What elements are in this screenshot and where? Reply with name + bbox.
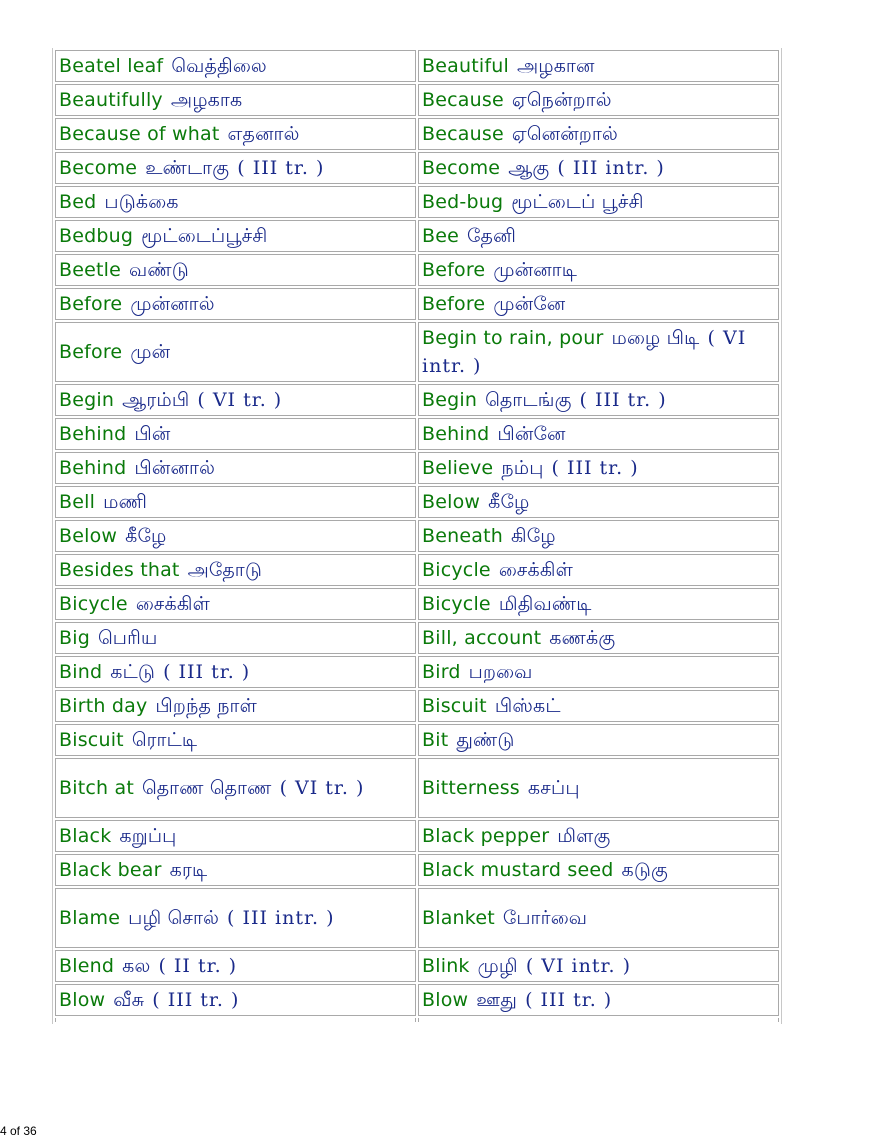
tamil-translation: பழி சொல் bbox=[128, 907, 220, 929]
dictionary-entry bbox=[55, 486, 416, 518]
english-word: Beautifully bbox=[59, 89, 163, 111]
dictionary-entry bbox=[418, 656, 779, 688]
dictionary-entry bbox=[418, 984, 779, 1016]
dictionary-entry bbox=[55, 254, 416, 286]
tamil-translation: கறுப்பு bbox=[119, 825, 177, 847]
table-row bbox=[55, 588, 779, 620]
dictionary-table bbox=[52, 48, 782, 1024]
dictionary-entry bbox=[55, 554, 416, 586]
table-row bbox=[55, 288, 779, 320]
tamil-translation: கணக்கு bbox=[549, 627, 616, 649]
dictionary-entry bbox=[418, 888, 779, 948]
tamil-translation: பின் bbox=[134, 423, 171, 445]
dictionary-entry bbox=[418, 220, 779, 252]
dictionary-entry bbox=[418, 690, 779, 722]
dictionary-entry bbox=[418, 322, 779, 382]
dictionary-entry bbox=[55, 288, 416, 320]
english-word: Black pepper bbox=[422, 825, 550, 847]
english-word: Blend bbox=[59, 955, 115, 977]
english-word: Beautiful bbox=[422, 55, 509, 77]
tamil-translation: மணி bbox=[103, 491, 148, 513]
dictionary-entry bbox=[55, 690, 416, 722]
dictionary-entry bbox=[418, 84, 779, 116]
english-word: Begin to rain, pour bbox=[422, 327, 604, 349]
dictionary-entry bbox=[55, 820, 416, 852]
english-word: Bill, account bbox=[422, 627, 542, 649]
dictionary-entry bbox=[418, 152, 779, 184]
tamil-translation: வீசு bbox=[113, 989, 145, 1011]
tamil-translation: கிழே bbox=[511, 525, 556, 547]
grammar-note: ( VI intr. ) bbox=[422, 327, 747, 377]
tamil-translation: கீழே bbox=[125, 525, 167, 547]
tamil-translation: நம்பு bbox=[501, 457, 544, 479]
english-word: Because bbox=[422, 123, 504, 145]
dictionary-entry bbox=[418, 118, 779, 150]
grammar-note: ( III tr. ) bbox=[163, 661, 251, 683]
grammar-note: ( III intr. ) bbox=[227, 907, 335, 929]
table-row bbox=[55, 622, 779, 654]
english-word: Bedbug bbox=[59, 225, 134, 247]
english-word: Bitterness bbox=[422, 777, 520, 799]
dictionary-entry bbox=[55, 152, 416, 184]
dictionary-entry bbox=[55, 452, 416, 484]
english-word: Behind bbox=[59, 457, 127, 479]
english-word: Because of what bbox=[59, 123, 220, 145]
dictionary-entry bbox=[55, 854, 416, 886]
english-word: Besides that bbox=[59, 559, 180, 581]
english-word: Bit bbox=[422, 729, 449, 751]
english-word: Become bbox=[422, 157, 501, 179]
dictionary-entry bbox=[418, 418, 779, 450]
dictionary-entry bbox=[55, 622, 416, 654]
tamil-translation: ஆகு bbox=[508, 157, 550, 179]
english-word: Behind bbox=[59, 423, 127, 445]
dictionary-entry bbox=[418, 554, 779, 586]
tamil-translation: போர்வை bbox=[502, 907, 588, 929]
english-word: Black mustard seed bbox=[422, 859, 614, 881]
tamil-translation: அழகான bbox=[516, 55, 595, 77]
dictionary-entry bbox=[418, 950, 779, 982]
tamil-translation: வெத்திலை bbox=[171, 55, 267, 77]
english-word: Bed bbox=[59, 191, 97, 213]
tamil-translation: ரொட்டி bbox=[131, 729, 198, 751]
table-row bbox=[55, 758, 779, 818]
table-row bbox=[55, 322, 779, 382]
tamil-translation: மழை பிடி bbox=[611, 327, 700, 349]
grammar-note: ( III tr. ) bbox=[551, 457, 639, 479]
grammar-note: ( VI intr. ) bbox=[525, 955, 631, 977]
table-row bbox=[55, 520, 779, 552]
table-row bbox=[55, 50, 779, 82]
dictionary-entry bbox=[418, 588, 779, 620]
table-row bbox=[55, 888, 779, 948]
english-word: Bicycle bbox=[422, 593, 491, 615]
english-word: Before bbox=[422, 293, 486, 315]
english-word: Biscuit bbox=[59, 729, 124, 751]
dictionary-entry-partial bbox=[55, 1018, 416, 1022]
tamil-translation: கடுகு bbox=[621, 859, 669, 881]
english-word: Bed-bug bbox=[422, 191, 504, 213]
tamil-translation: முழி bbox=[477, 955, 518, 977]
grammar-note: ( III tr. ) bbox=[525, 989, 613, 1011]
tamil-translation: அழகாக bbox=[170, 89, 243, 111]
english-word: Big bbox=[59, 627, 90, 649]
english-word: Blame bbox=[59, 907, 121, 929]
grammar-note: ( III tr. ) bbox=[237, 157, 325, 179]
grammar-note: ( VI tr. ) bbox=[279, 777, 365, 799]
dictionary-entry bbox=[418, 854, 779, 886]
tamil-translation: முன்னே bbox=[493, 293, 566, 315]
english-word: Begin bbox=[422, 389, 478, 411]
english-word: Before bbox=[59, 293, 123, 315]
english-word: Bicycle bbox=[59, 593, 128, 615]
dictionary-entry bbox=[418, 50, 779, 82]
english-word: Bell bbox=[59, 491, 96, 513]
dictionary-entry bbox=[418, 622, 779, 654]
tamil-translation: அதோடு bbox=[187, 559, 263, 581]
tamil-translation: ஏனென்றால் bbox=[511, 123, 618, 145]
dictionary-entry bbox=[418, 254, 779, 286]
dictionary-entry bbox=[418, 486, 779, 518]
table-row-partial bbox=[55, 1018, 779, 1022]
tamil-translation: எதனால் bbox=[227, 123, 300, 145]
table-row bbox=[55, 220, 779, 252]
table-row bbox=[55, 950, 779, 982]
dictionary-entry bbox=[418, 288, 779, 320]
english-word: Believe bbox=[422, 457, 494, 479]
tamil-translation: கசப்பு bbox=[527, 777, 580, 799]
dictionary-entry bbox=[418, 520, 779, 552]
tamil-translation: சைக்கிள் bbox=[135, 593, 210, 615]
dictionary-entry-partial bbox=[418, 1018, 779, 1022]
english-word: Blink bbox=[422, 955, 470, 977]
tamil-translation: பின்னே bbox=[497, 423, 566, 445]
table-row bbox=[55, 418, 779, 450]
english-word: Beneath bbox=[422, 525, 503, 547]
english-word: Before bbox=[422, 259, 486, 281]
dictionary-entry bbox=[418, 820, 779, 852]
tamil-translation: உண்டாகு bbox=[145, 157, 230, 179]
table-row bbox=[55, 152, 779, 184]
page-number: 4 of 36 bbox=[0, 1124, 37, 1138]
tamil-translation: சைக்கிள் bbox=[498, 559, 573, 581]
dictionary-entry bbox=[418, 758, 779, 818]
tamil-translation: ஏநென்றால் bbox=[511, 89, 612, 111]
dictionary-entry bbox=[55, 418, 416, 450]
tamil-translation: கல bbox=[122, 955, 151, 977]
table-row bbox=[55, 984, 779, 1016]
english-word: Because bbox=[422, 89, 504, 111]
english-word: Behind bbox=[422, 423, 490, 445]
tamil-translation: துண்டு bbox=[456, 729, 515, 751]
english-word: Below bbox=[422, 491, 481, 513]
tamil-translation: கரடி bbox=[169, 859, 208, 881]
dictionary-entry bbox=[55, 520, 416, 552]
dictionary-entry bbox=[418, 452, 779, 484]
english-word: Become bbox=[59, 157, 138, 179]
tamil-translation: தொடங்கு bbox=[485, 389, 572, 411]
english-word: Blow bbox=[422, 989, 469, 1011]
table-row bbox=[55, 384, 779, 416]
grammar-note: ( VI tr. ) bbox=[197, 389, 283, 411]
tamil-translation: பறவை bbox=[468, 661, 533, 683]
dictionary-entry bbox=[55, 656, 416, 688]
tamil-translation: மூட்டைப் பூச்சி bbox=[511, 191, 644, 213]
tamil-translation: பெரிய bbox=[97, 627, 158, 649]
tamil-translation: மிதிவண்டி bbox=[498, 593, 592, 615]
table-row bbox=[55, 690, 779, 722]
tamil-translation: பிஸ்கட் bbox=[494, 695, 561, 717]
dictionary-entry bbox=[55, 84, 416, 116]
dictionary-entry bbox=[55, 186, 416, 218]
english-word: Bitch at bbox=[59, 777, 134, 799]
table-row bbox=[55, 452, 779, 484]
dictionary-entry bbox=[418, 384, 779, 416]
english-word: Black bear bbox=[59, 859, 162, 881]
tamil-translation: பின்னால் bbox=[134, 457, 216, 479]
tamil-translation: ஆரம்பி bbox=[122, 389, 190, 411]
tamil-translation: மூட்டைப்பூச்சி bbox=[141, 225, 268, 247]
english-word: Beetle bbox=[59, 259, 122, 281]
dictionary-entry bbox=[55, 984, 416, 1016]
english-word: Blanket bbox=[422, 907, 495, 929]
grammar-note: ( II tr. ) bbox=[158, 955, 238, 977]
dictionary-entry bbox=[418, 186, 779, 218]
english-word: Before bbox=[59, 341, 123, 363]
english-word: Black bbox=[59, 825, 112, 847]
table-row bbox=[55, 486, 779, 518]
table-row bbox=[55, 724, 779, 756]
grammar-note: ( III intr. ) bbox=[557, 157, 665, 179]
tamil-translation: முன்னாடி bbox=[493, 259, 578, 281]
tamil-translation: வண்டு bbox=[129, 259, 189, 281]
english-word: Bird bbox=[422, 661, 461, 683]
table-row bbox=[55, 554, 779, 586]
tamil-translation: தொண தொண bbox=[141, 777, 272, 799]
dictionary-entry bbox=[418, 724, 779, 756]
table-row bbox=[55, 854, 779, 886]
tamil-translation: பிறந்த நாள் bbox=[155, 695, 257, 717]
english-word: Biscuit bbox=[422, 695, 487, 717]
dictionary-entry bbox=[55, 322, 416, 382]
dictionary-entry bbox=[55, 588, 416, 620]
tamil-translation: கட்டு bbox=[110, 661, 156, 683]
dictionary-entry bbox=[55, 758, 416, 818]
table-row bbox=[55, 820, 779, 852]
table-row bbox=[55, 118, 779, 150]
table-row bbox=[55, 656, 779, 688]
english-word: Beatel leaf bbox=[59, 55, 164, 77]
grammar-note: ( III tr. ) bbox=[579, 389, 667, 411]
dictionary-entry bbox=[55, 724, 416, 756]
tamil-translation: மிளகு bbox=[557, 825, 611, 847]
table-row bbox=[55, 254, 779, 286]
english-word: Blow bbox=[59, 989, 106, 1011]
english-word: Bind bbox=[59, 661, 103, 683]
tamil-translation: படுக்கை bbox=[104, 191, 179, 213]
english-word: Below bbox=[59, 525, 118, 547]
english-word: Birth day bbox=[59, 695, 148, 717]
tamil-translation: ஊது bbox=[476, 989, 518, 1011]
tamil-translation: முன் bbox=[130, 341, 171, 363]
dictionary-entry bbox=[55, 50, 416, 82]
dictionary-entry bbox=[55, 888, 416, 948]
dictionary-entry bbox=[55, 118, 416, 150]
table-row bbox=[55, 186, 779, 218]
tamil-translation: முன்னால் bbox=[130, 293, 215, 315]
dictionary-entry bbox=[55, 220, 416, 252]
dictionary-entry bbox=[55, 950, 416, 982]
dictionary-body bbox=[55, 50, 779, 1022]
english-word: Bee bbox=[422, 225, 460, 247]
english-word: Bicycle bbox=[422, 559, 491, 581]
tamil-translation: தேனி bbox=[467, 225, 517, 247]
table-row bbox=[55, 84, 779, 116]
english-word: Begin bbox=[59, 389, 115, 411]
tamil-translation: கீழே bbox=[488, 491, 530, 513]
grammar-note: ( III tr. ) bbox=[152, 989, 240, 1011]
dictionary-entry bbox=[55, 384, 416, 416]
